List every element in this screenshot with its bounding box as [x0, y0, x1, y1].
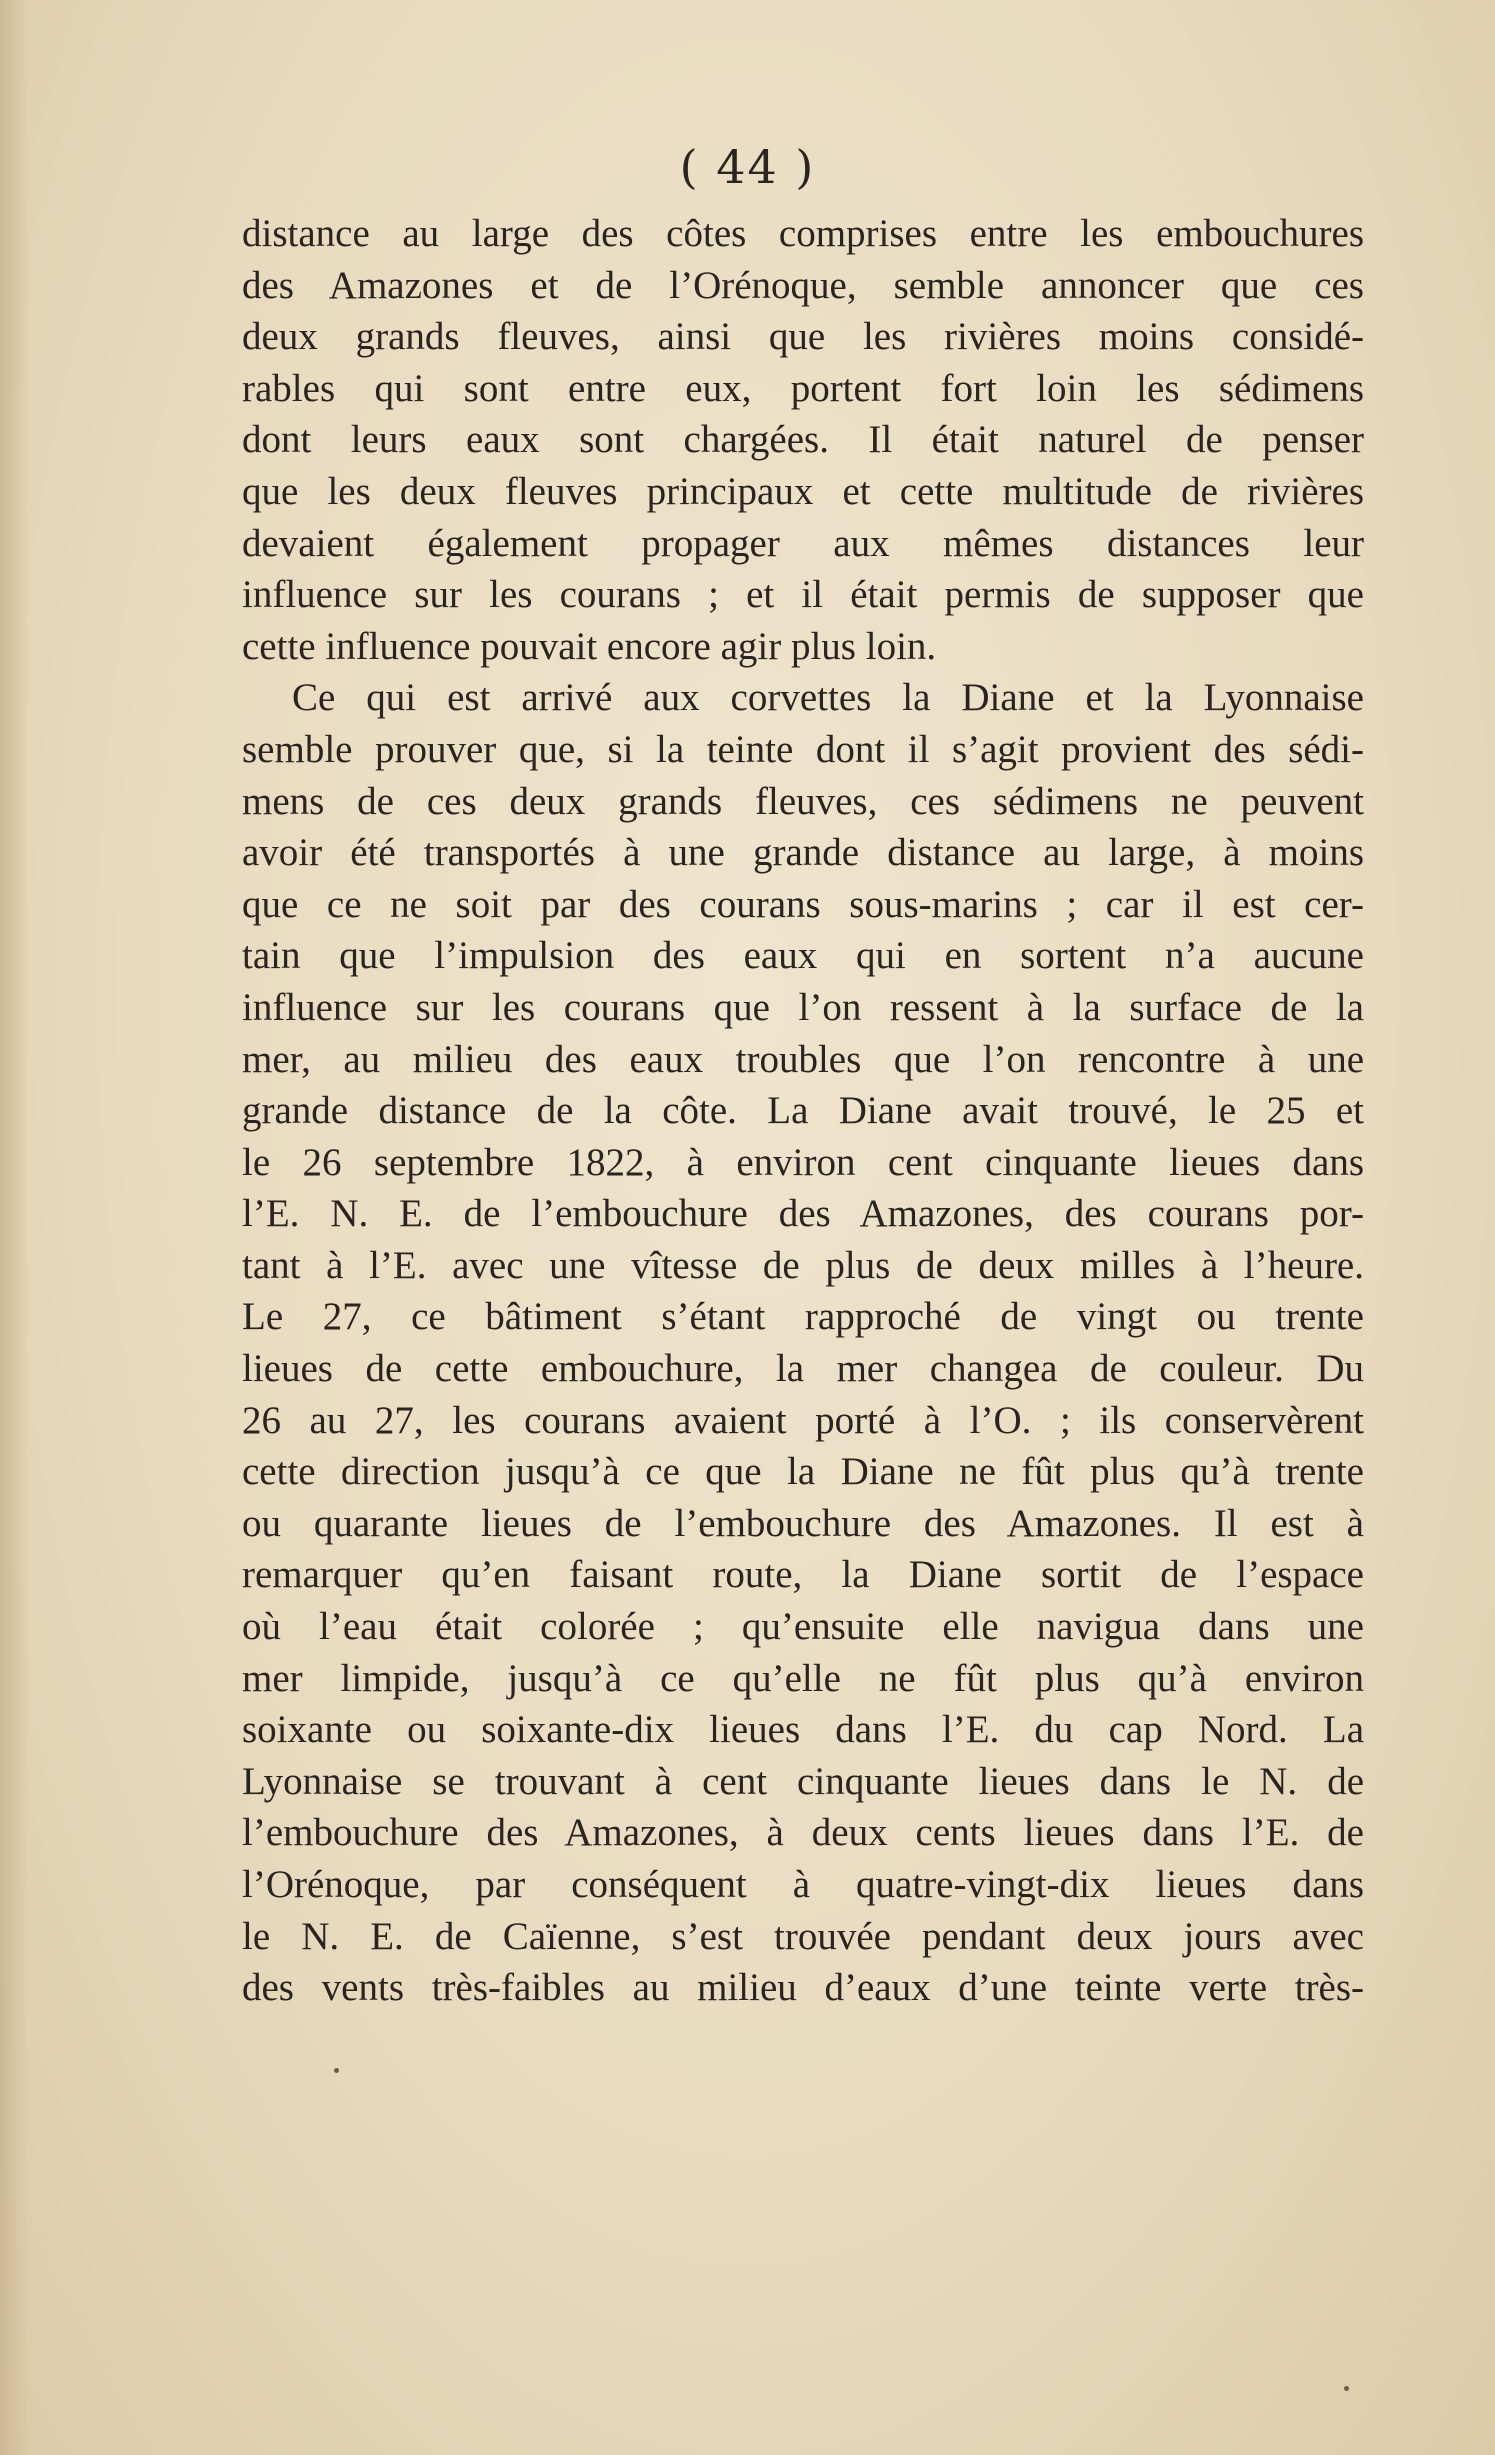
text-line: l’embouchure des Amazones, à deux cents lieues dans l’E. de: [242, 1811, 1364, 1855]
text-line: Le 27, ce bâtiment s’étant rapproché de vingt ou trente: [242, 1295, 1364, 1339]
text-line: tain que l’impulsion des eaux qui en sortent n’a aucune: [242, 934, 1364, 978]
text-line: remarquer qu’en faisant route, la Diane sortit de l’espace: [242, 1553, 1364, 1597]
text-line: des Amazones et de l’Orénoque, semble annoncer que ces: [242, 263, 1364, 307]
text-line: dont leurs eaux sont chargées. Il était naturel de penser: [242, 418, 1364, 462]
text-line: ou quarante lieues de l’embouchure des Amazones. Il est à: [242, 1501, 1364, 1545]
text-line: l’E. N. E. de l’embouchure des Amazones, des courans por-: [242, 1192, 1364, 1236]
text-line: mer, au milieu des eaux troubles que l’on rencontre à une: [242, 1037, 1364, 1081]
text-line: mens de ces deux grands fleuves, ces sédimens ne peuvent: [242, 779, 1364, 823]
text-line: semble prouver que, si la teinte dont il s’agit provient des sédi-: [242, 727, 1364, 771]
body-text: [242, 208, 1364, 2014]
text-line: des vents très-faibles au milieu d’eaux d’une teinte verte très-: [242, 1966, 1364, 2010]
page-number: ( 44 ): [679, 140, 816, 194]
text-line: 26 au 27, les courans avaient porté à l’O. ; ils conservèrent: [242, 1398, 1364, 1442]
paragraph: [242, 672, 1364, 2013]
text-line: le 26 septembre 1822, à environ cent cinquante lieues dans: [242, 1140, 1364, 1184]
text-line: mer limpide, jusqu’à ce qu’elle ne fût plus qu’à environ: [242, 1656, 1364, 1700]
text-line: Ce qui est arrivé aux corvettes la Diane et la Lyonnaise: [292, 676, 1364, 720]
text-line: deux grands fleuves, ainsi que les rivières moins considé-: [242, 315, 1364, 359]
paper-speck: [1344, 2386, 1349, 2391]
text-line: que les deux fleuves principaux et cette multitude de rivières: [242, 469, 1364, 513]
text-line: le N. E. de Caïenne, s’est trouvée pendant deux jours avec: [242, 1914, 1364, 1958]
paper-speck: [334, 2068, 339, 2073]
text-line: devaient également propager aux mêmes distances leur: [242, 521, 1364, 565]
text-line: rables qui sont entre eux, portent fort loin les sédimens: [242, 366, 1364, 410]
text-line: soixante ou soixante-dix lieues dans l’E. du cap Nord. La: [242, 1708, 1364, 1752]
text-line: avoir été transportés à une grande distance au large, à moins: [242, 831, 1364, 875]
text-line: cette direction jusqu’à ce que la Diane ne fût plus qu’à trente: [242, 1450, 1364, 1494]
text-line: grande distance de la côte. La Diane avait trouvé, le 25 et: [242, 1089, 1364, 1133]
text-line: tant à l’E. avec une vîtesse de plus de deux milles à l’heure.: [242, 1243, 1364, 1287]
text-line: Lyonnaise se trouvant à cent cinquante lieues dans le N. de: [242, 1759, 1364, 1803]
text-line: l’Orénoque, par conséquent à quatre-vingt-dix lieues dans: [242, 1863, 1364, 1906]
page-gutter-shadow: [0, 0, 30, 2455]
text-line: cette influence pouvait encore agir plus loin.: [242, 624, 937, 668]
text-line: influence sur les courans que l’on ressent à la surface de la: [242, 985, 1364, 1029]
text-line: lieues de cette embouchure, la mer changea de couleur. Du: [242, 1347, 1364, 1391]
text-line: distance au large des côtes comprises entre les embouchures: [242, 212, 1364, 255]
text-line: influence sur les courans ; et il était permis de supposer que: [242, 573, 1364, 617]
paragraph: [242, 208, 1364, 672]
text-line: où l’eau était colorée ; qu’ensuite elle navigua dans une: [242, 1605, 1364, 1649]
text-line: que ce ne soit par des courans sous-marins ; car il est cer-: [242, 882, 1364, 926]
